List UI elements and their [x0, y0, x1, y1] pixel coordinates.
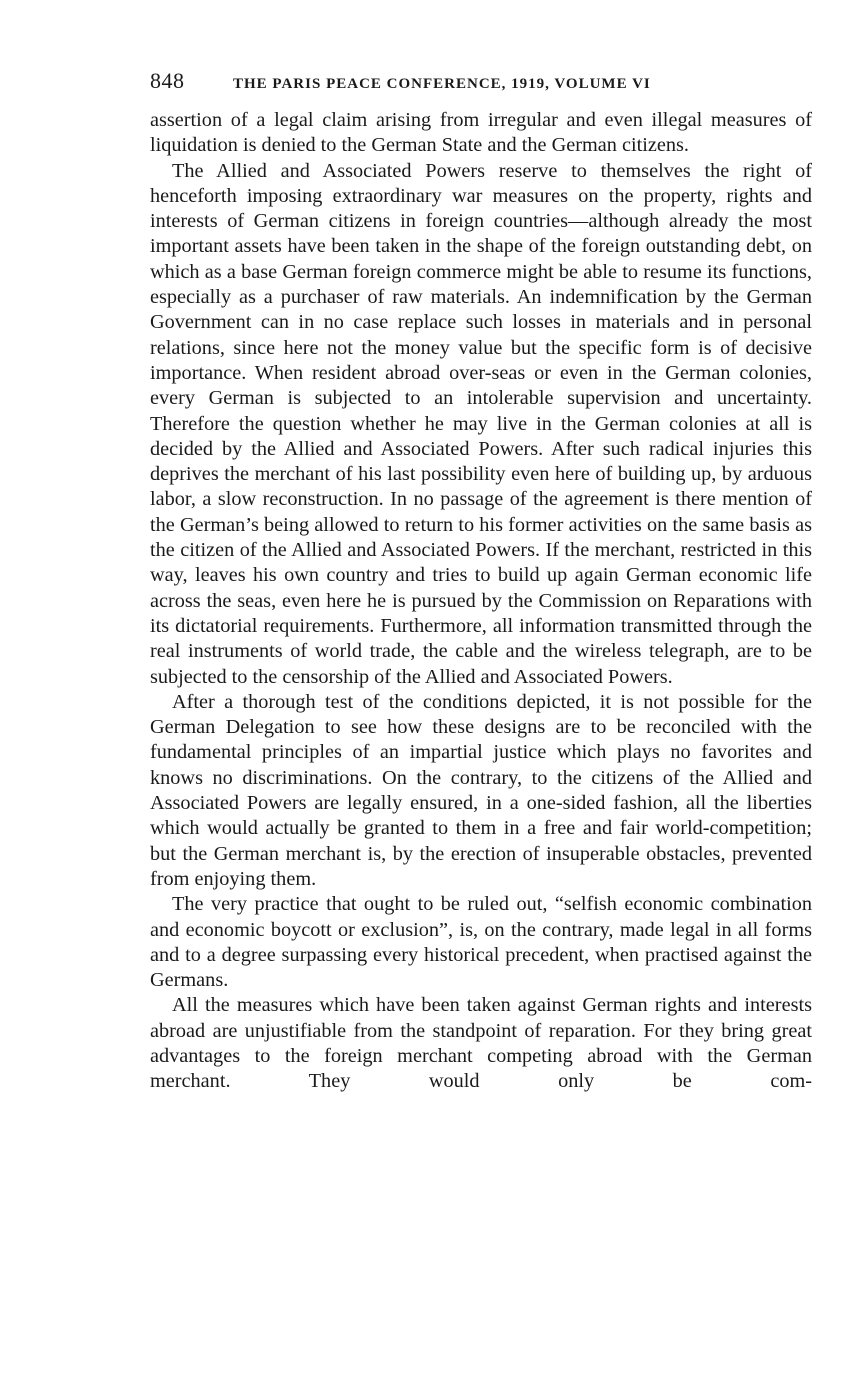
body-text [150, 108, 812, 1095]
paragraph-reparation-measures: All the measures which have been taken against German rights and interests abroad are unjustifiable from the standpoint of reparation. For they bring great advantages to the foreign merchant competing abroad with the German merchant. They would only be com- [150, 994, 812, 1093]
running-head [150, 68, 812, 104]
paragraph-selfish-combination: The very practice that ought to be ruled out, “selfish economic combination and economic boycott or exclusion”, is, on the contrary, made legal in all forms and to a degree surpassing every historical precedent, when practised against the Germans. [150, 893, 812, 992]
page-number: 848 [150, 68, 185, 93]
paragraph-continued: assertion of a legal claim arising from irregular and even illegal measures of liquidation is denied to the German State and the German citizens. [150, 109, 812, 157]
book-page [150, 68, 812, 1095]
paragraph-impartial-justice: After a thorough test of the conditions depicted, it is not possible for the German Delegation to see how these designs are to be reconciled with the fundamental principles of an impartial justice which plays no favorites and knows no discriminations. On the contrary, to the citizens of the Allied and Associated Powers are legally ensured, in a one-sided fashion, all the liberties which would actually be granted to them in a free and fair world-competition; but the German merchant is, by the erection of insuperable obstacles, prevented from enjoying them. [150, 690, 812, 890]
running-head-title: THE PARIS PEACE CONFERENCE, 1919, VOLUME VI [233, 76, 651, 92]
paragraph-war-measures: The Allied and Associated Powers reserve to themselves the right of henceforth imposing extraordinary war measures on the property, rights and interests of German citizens in foreign countries—although already the most important assets have been taken in the shape of the foreign outstanding debt, on which as a base German foreign commerce might be able to resume its functions, especially as a purchaser of raw materials. An indemnification by the German Government can in no case replace such losses in materials and in personal relations, since here not the money value but the specific form is of decisive importance. When resident abroad over-seas or even in the German colonies, every German is subjected to an intolerable supervision and uncertainty. Therefore the question whether he may live in the German colonies at all is decided by the Allied and Associated Powers. After such radical injuries this deprives the merchant of his last possibility even here of building up, by arduous labor, a slow reconstruction. In no passage of the agreement is there mention of the German’s being allowed to return to his former activities on the same basis as the citizen of the Allied and Associated Powers. If the merchant, restricted in this way, leaves his own country and tries to build up again German economic life across the seas, even here he is pursued by the Commission on Reparations with its dictatorial requirements. Furthermore, all information transmitted through the real instruments of world trade, the cable and the wireless telegraph, are to be subjected to the censorship of the Allied and Associated Powers. [150, 159, 812, 688]
